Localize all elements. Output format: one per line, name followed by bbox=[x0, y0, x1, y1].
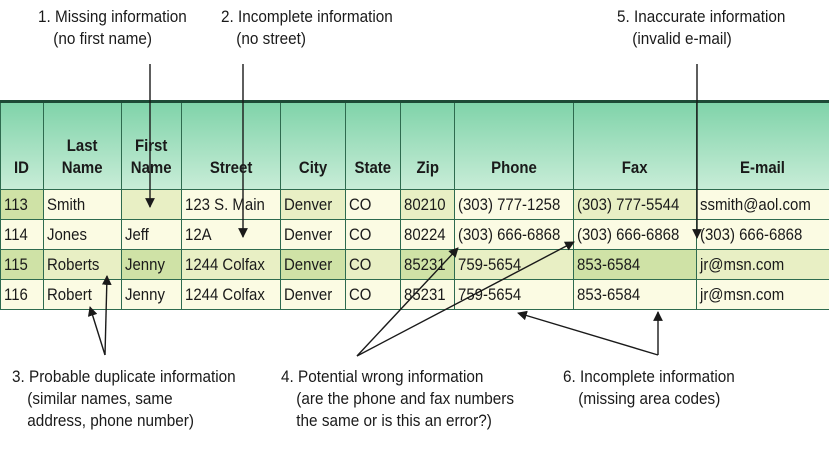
cell-first-name: Jenny bbox=[122, 250, 182, 280]
cell-city: Denver bbox=[281, 220, 346, 250]
callout-missing-area-codes bbox=[563, 366, 735, 410]
cell-phone: 759-5654 bbox=[455, 280, 574, 310]
cell-phone: (303) 777-1258 bbox=[455, 190, 574, 220]
cell-state: CO bbox=[346, 280, 401, 310]
callout-missing-information bbox=[38, 6, 187, 50]
cell-city: Denver bbox=[281, 250, 346, 280]
cell-id: 113 bbox=[1, 190, 44, 220]
cell-last-name: Robert bbox=[44, 280, 122, 310]
callout-detail: (are the phone and fax numbers bbox=[296, 389, 515, 408]
cell-id: 115 bbox=[1, 250, 44, 280]
cell-phone: (303) 666-6868 bbox=[455, 220, 574, 250]
table-row bbox=[1, 280, 829, 310]
customer-data-table bbox=[0, 100, 829, 310]
cell-first-name bbox=[122, 190, 182, 220]
table-header bbox=[1, 102, 829, 190]
callout-title: 3. Probable duplicate information bbox=[12, 367, 236, 386]
table-row bbox=[1, 220, 829, 250]
header-last-name: Last Name bbox=[44, 102, 122, 190]
header-phone: Phone bbox=[455, 102, 574, 190]
callout-title: 6. Incomplete information bbox=[563, 367, 735, 386]
header-state: State bbox=[346, 102, 401, 190]
cell-city: Denver bbox=[281, 190, 346, 220]
header-city: City bbox=[281, 102, 346, 190]
callout-detail: (no first name) bbox=[53, 29, 152, 48]
table-row bbox=[1, 190, 829, 220]
callout-detail: (no street) bbox=[236, 29, 307, 48]
cell-fax: (303) 666-6868 bbox=[574, 220, 697, 250]
cell-last-name: Smith bbox=[44, 190, 122, 220]
cell-street: 12A bbox=[182, 220, 281, 250]
table-row bbox=[1, 250, 829, 280]
callout-detail: (missing area codes) bbox=[578, 389, 721, 408]
cell-street: 1244 Colfax bbox=[182, 250, 281, 280]
cell-city: Denver bbox=[281, 280, 346, 310]
callout-duplicate-information bbox=[12, 366, 236, 432]
cell-id: 114 bbox=[1, 220, 44, 250]
header-street: Street bbox=[182, 102, 281, 190]
callout-title: 5. Inaccurate information bbox=[617, 7, 786, 26]
cell-state: CO bbox=[346, 250, 401, 280]
cell-street: 1244 Colfax bbox=[182, 280, 281, 310]
cell-fax: 853-6584 bbox=[574, 250, 697, 280]
arrow-duplicate-roberts bbox=[90, 307, 105, 355]
cell-fax: (303) 777-5544 bbox=[574, 190, 697, 220]
cell-last-name: Jones bbox=[44, 220, 122, 250]
cell-email: jr@msn.com bbox=[697, 250, 829, 280]
cell-email: ssmith@aol.com bbox=[697, 190, 829, 220]
cell-email: (303) 666-6868 bbox=[697, 220, 829, 250]
header-id: ID bbox=[1, 102, 44, 190]
cell-state: CO bbox=[346, 190, 401, 220]
callout-detail: address, phone number) bbox=[27, 411, 195, 430]
callout-incomplete-street bbox=[221, 6, 393, 50]
arrow-missing-area-codes-left bbox=[518, 313, 658, 355]
cell-email: jr@msn.com bbox=[697, 280, 829, 310]
table-body bbox=[1, 190, 829, 310]
cell-zip: 80210 bbox=[401, 190, 455, 220]
callout-detail: (similar names, same bbox=[27, 389, 173, 408]
header-zip: Zip bbox=[401, 102, 455, 190]
cell-last-name: Roberts bbox=[44, 250, 122, 280]
callout-title: 1. Missing information bbox=[38, 7, 187, 26]
cell-zip: 80224 bbox=[401, 220, 455, 250]
cell-phone: 759-5654 bbox=[455, 250, 574, 280]
header-row bbox=[1, 102, 829, 190]
cell-first-name: Jeff bbox=[122, 220, 182, 250]
cell-zip: 85231 bbox=[401, 280, 455, 310]
cell-first-name: Jenny bbox=[122, 280, 182, 310]
cell-fax: 853-6584 bbox=[574, 280, 697, 310]
cell-street: 123 S. Main bbox=[182, 190, 281, 220]
header-first-name: First Name bbox=[122, 102, 182, 190]
callout-detail: (invalid e-mail) bbox=[632, 29, 732, 48]
cell-id: 116 bbox=[1, 280, 44, 310]
callout-wrong-information bbox=[281, 366, 514, 432]
callout-title: 2. Incomplete information bbox=[221, 7, 393, 26]
callout-detail: the same or is this an error?) bbox=[296, 411, 492, 430]
callout-title: 4. Potential wrong information bbox=[281, 367, 484, 386]
callout-inaccurate-email bbox=[617, 6, 785, 50]
header-email: E-mail bbox=[697, 102, 829, 190]
header-fax: Fax bbox=[574, 102, 697, 190]
cell-state: CO bbox=[346, 220, 401, 250]
cell-zip: 85231 bbox=[401, 250, 455, 280]
